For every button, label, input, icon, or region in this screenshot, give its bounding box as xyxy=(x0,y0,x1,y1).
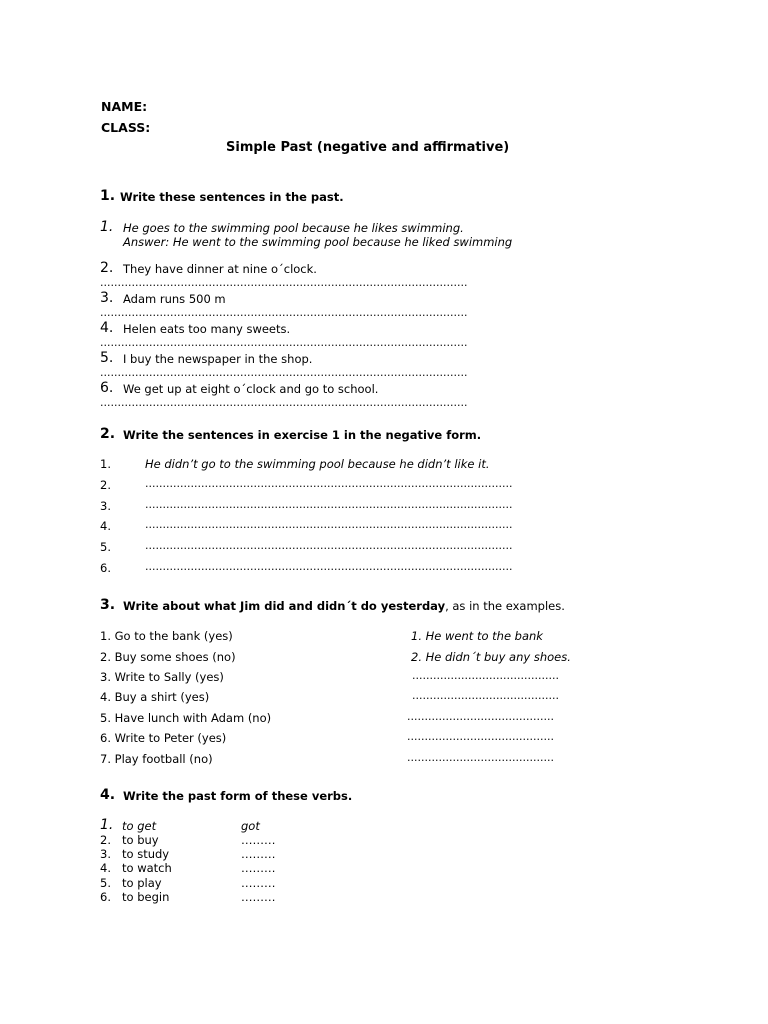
exercise-1-answer-line[interactable]: …………………………………………………………………………………………… xyxy=(100,307,468,319)
exercise-1-item-sentence: They have dinner at nine o´clock. xyxy=(123,262,317,276)
exercise-3-answer-line[interactable]: …………………………………… xyxy=(407,731,554,743)
exercise-1-item-sentence: Helen eats too many sweets. xyxy=(123,322,291,336)
exercise-3-prompt: 2. Buy some shoes (no) xyxy=(100,650,236,664)
exercise-1-item-number: 6. xyxy=(100,380,114,396)
exercise-3-number: 3. xyxy=(100,597,116,613)
exercise-3-prompt: 3. Write to Sally (yes) xyxy=(100,670,224,684)
exercise-3-prompt: 1. Go to the bank (yes) xyxy=(100,629,233,643)
exercise-2-instruction: Write the sentences in exercise 1 in the negative form. xyxy=(123,428,482,442)
exercise-3-example-answer: 2. He didn´t buy any shoes. xyxy=(411,650,571,664)
exercise-4-answer-blank[interactable]: ……… xyxy=(241,876,276,890)
page-title: Simple Past (negative and affirmative) xyxy=(226,140,510,155)
exercise-1-number: 1. xyxy=(100,188,116,204)
exercise-2-answer-line[interactable]: …………………………………………………………………………………………… xyxy=(145,519,513,531)
exercise-1-example-answer: Answer: He went to the swimming pool because he liked swimming xyxy=(123,235,513,249)
exercise-3-answer-line[interactable]: …………………………………… xyxy=(412,670,559,682)
exercise-2-answer-line[interactable]: …………………………………………………………………………………………… xyxy=(145,499,513,511)
exercise-4-answer-blank[interactable]: ……… xyxy=(241,833,276,847)
exercise-1-example-sentence: He goes to the swimming pool because he likes swimming. xyxy=(123,221,464,235)
exercise-3-prompt: 5. Have lunch with Adam (no) xyxy=(100,711,272,725)
exercise-4-item-number: 3. xyxy=(100,847,111,861)
exercise-1-item-sentence: I buy the newspaper in the shop. xyxy=(123,352,313,366)
exercise-1-item-number: 5. xyxy=(100,350,114,366)
exercise-2-item-number: 5. xyxy=(100,540,111,554)
exercise-2-answer-line[interactable]: …………………………………………………………………………………………… xyxy=(145,540,513,552)
exercise-3-prompt: 4. Buy a shirt (yes) xyxy=(100,690,210,704)
exercise-3-prompt: 6. Write to Peter (yes) xyxy=(100,731,227,745)
exercise-3-answer-line[interactable]: …………………………………… xyxy=(407,752,554,764)
exercise-4-verb: to get xyxy=(122,819,157,833)
exercise-4-item-number: 2. xyxy=(100,833,111,847)
exercise-2-item-number: 6. xyxy=(100,561,111,575)
exercise-4-verb: to play xyxy=(122,876,162,890)
exercise-3-answer-line[interactable]: …………………………………… xyxy=(412,690,559,702)
exercise-2-number: 2. xyxy=(100,426,116,442)
exercise-1-answer-line[interactable]: …………………………………………………………………………………………… xyxy=(100,337,468,349)
class-label: CLASS: xyxy=(101,120,151,135)
exercise-2-item-number: 3. xyxy=(100,499,111,513)
exercise-4-item-number: 1. xyxy=(100,817,114,833)
exercise-4-answer-blank[interactable]: ……… xyxy=(241,847,276,861)
exercise-3-instruction-tail: , as in the examples. xyxy=(445,599,565,613)
exercise-3-prompt: 7. Play football (no) xyxy=(100,752,213,766)
exercise-1-item-number: 4. xyxy=(100,320,114,336)
exercise-1-example-number: 1. xyxy=(100,219,114,235)
exercise-4-number: 4. xyxy=(100,787,116,803)
exercise-2-answer-line[interactable]: …………………………………………………………………………………………… xyxy=(145,478,513,490)
exercise-4-answer-blank[interactable]: ……… xyxy=(241,890,276,904)
exercise-4-answer-blank[interactable]: ……… xyxy=(241,861,276,875)
exercise-4-example-answer: got xyxy=(241,819,260,833)
exercise-3-instruction xyxy=(123,599,565,613)
exercise-4-verb: to study xyxy=(122,847,170,861)
exercise-2-answer-line[interactable]: …………………………………………………………………………………………… xyxy=(145,561,513,573)
exercise-4-item-number: 4. xyxy=(100,861,111,875)
exercise-4-verb: to buy xyxy=(122,833,159,847)
exercise-1-answer-line[interactable]: …………………………………………………………………………………………… xyxy=(100,277,468,289)
exercise-4-item-number: 5. xyxy=(100,876,111,890)
exercise-4-verb: to begin xyxy=(122,890,170,904)
exercise-1-answer-line[interactable]: …………………………………………………………………………………………… xyxy=(100,367,468,379)
exercise-3-answer-line[interactable]: …………………………………… xyxy=(407,711,554,723)
exercise-1-item-number: 3. xyxy=(100,290,114,306)
exercise-2-item-number: 1. xyxy=(100,457,111,471)
exercise-1-item-sentence: We get up at eight o´clock and go to school. xyxy=(123,382,379,396)
exercise-3-example-answer: 1. He went to the bank xyxy=(411,629,543,643)
exercise-2-item-number: 2. xyxy=(100,478,111,492)
exercise-4-instruction: Write the past form of these verbs. xyxy=(123,789,353,803)
exercise-1-instruction: Write these sentences in the past. xyxy=(120,190,344,204)
exercise-2-item-number: 4. xyxy=(100,519,111,533)
exercise-1-answer-line[interactable]: …………………………………………………………………………………………… xyxy=(100,397,468,409)
exercise-2-example-answer: He didn’t go to the swimming pool because he didn’t like it. xyxy=(145,457,490,471)
exercise-1-item-number: 2. xyxy=(100,260,114,276)
exercise-4-item-number: 6. xyxy=(100,890,111,904)
exercise-3-instruction-main: Write about what Jim did and didn´t do yesterday xyxy=(123,599,446,613)
name-label: NAME: xyxy=(101,99,148,114)
exercise-1-item-sentence: Adam runs 500 m xyxy=(123,292,226,306)
exercise-4-verb: to watch xyxy=(122,861,172,875)
